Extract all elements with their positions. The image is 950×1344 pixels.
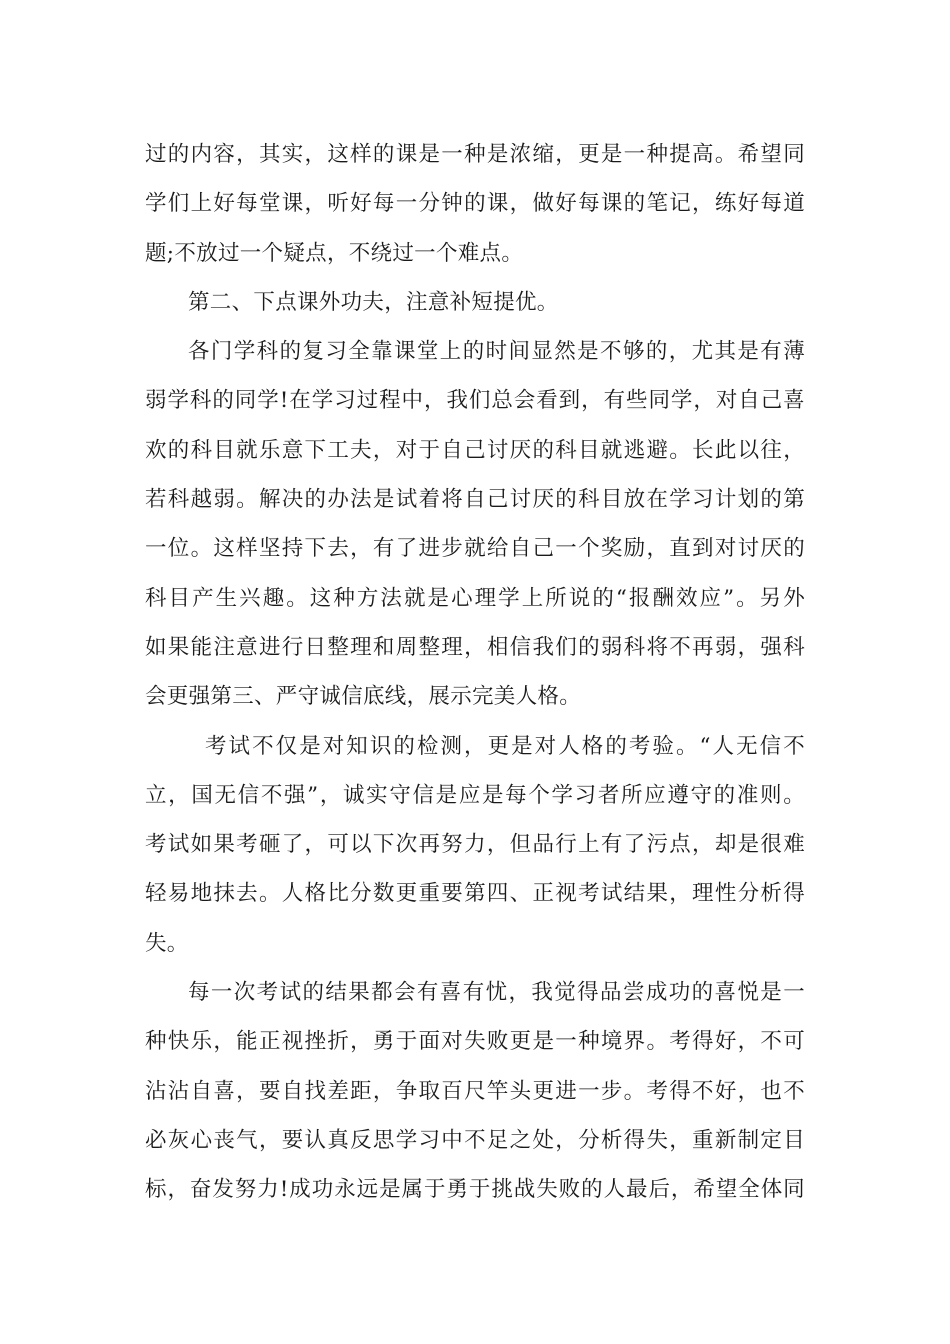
text-line: 标，奋发努力!成功永远是属于勇于挑战失败的人最后，希望全体同 [145,1177,805,1203]
text-line: 如果能注意进行日整理和周整理，相信我们的弱科将不再弱，强科 [145,634,805,660]
text-line: 学们上好每堂课，听好每一分钟的课，做好每课的笔记，练好每道 [145,191,805,217]
text-line: 轻易地抹去。人格比分数更重要第四、正视考试结果，理性分析得 [145,881,805,907]
text-line: 若科越弱。解决的办法是试着将自己讨厌的科目放在学习计划的第 [145,487,805,513]
text-line: 题;不放过一个疑点，不绕过一个难点。 [145,240,524,266]
text-line: 种快乐，能正视挫折，勇于面对失败更是一种境界。考得好，不可 [145,1029,805,1055]
text-line: 沾沾自喜，要自找差距，争取百尺竿头更进一步。考得不好，也不 [145,1078,805,1104]
text-line: 会更强第三、严守诚信底线，展示完美人格。 [145,684,582,710]
text-line: 过的内容，其实，这样的课是一种是浓缩，更是一种提高。希望同 [145,142,805,167]
text-line: 各门学科的复习全靠课堂上的时间显然是不够的，尤其是有薄 [188,339,805,365]
text-line: 一位。这样坚持下去，有了进步就给自己一个奖励，直到对讨厌的 [145,536,805,562]
text-line: 失。 [145,930,189,956]
text-line: 考试不仅是对知识的检测，更是对人格的考验。“人无信不 [205,733,805,759]
text-line: 必灰心丧气，要认真反思学习中不足之处，分析得失，重新制定目 [145,1127,805,1153]
document-body [145,130,805,1215]
section-heading: 第二、下点课外功夫，注意补短提优。 [188,289,559,315]
text-line: 科目产生兴趣。这种方法就是心理学上所说的“报酬效应”。另外 [145,585,805,611]
text-line: 立，国无信不强”，诚实守信是应是每个学习者所应遵守的准则。 [145,782,805,808]
text-line: 考试如果考砸了，可以下次再努力，但品行上有了污点，却是很难 [145,832,805,858]
text-line: 弱学科的同学!在学习过程中，我们总会看到，有些同学，对自己喜 [145,388,805,414]
text-line: 每一次考试的结果都会有喜有忧，我觉得品尝成功的喜悦是一 [188,980,805,1006]
text-line: 欢的科目就乐意下工夫，对于自己讨厌的科目就逃避。长此以往， [145,437,805,463]
